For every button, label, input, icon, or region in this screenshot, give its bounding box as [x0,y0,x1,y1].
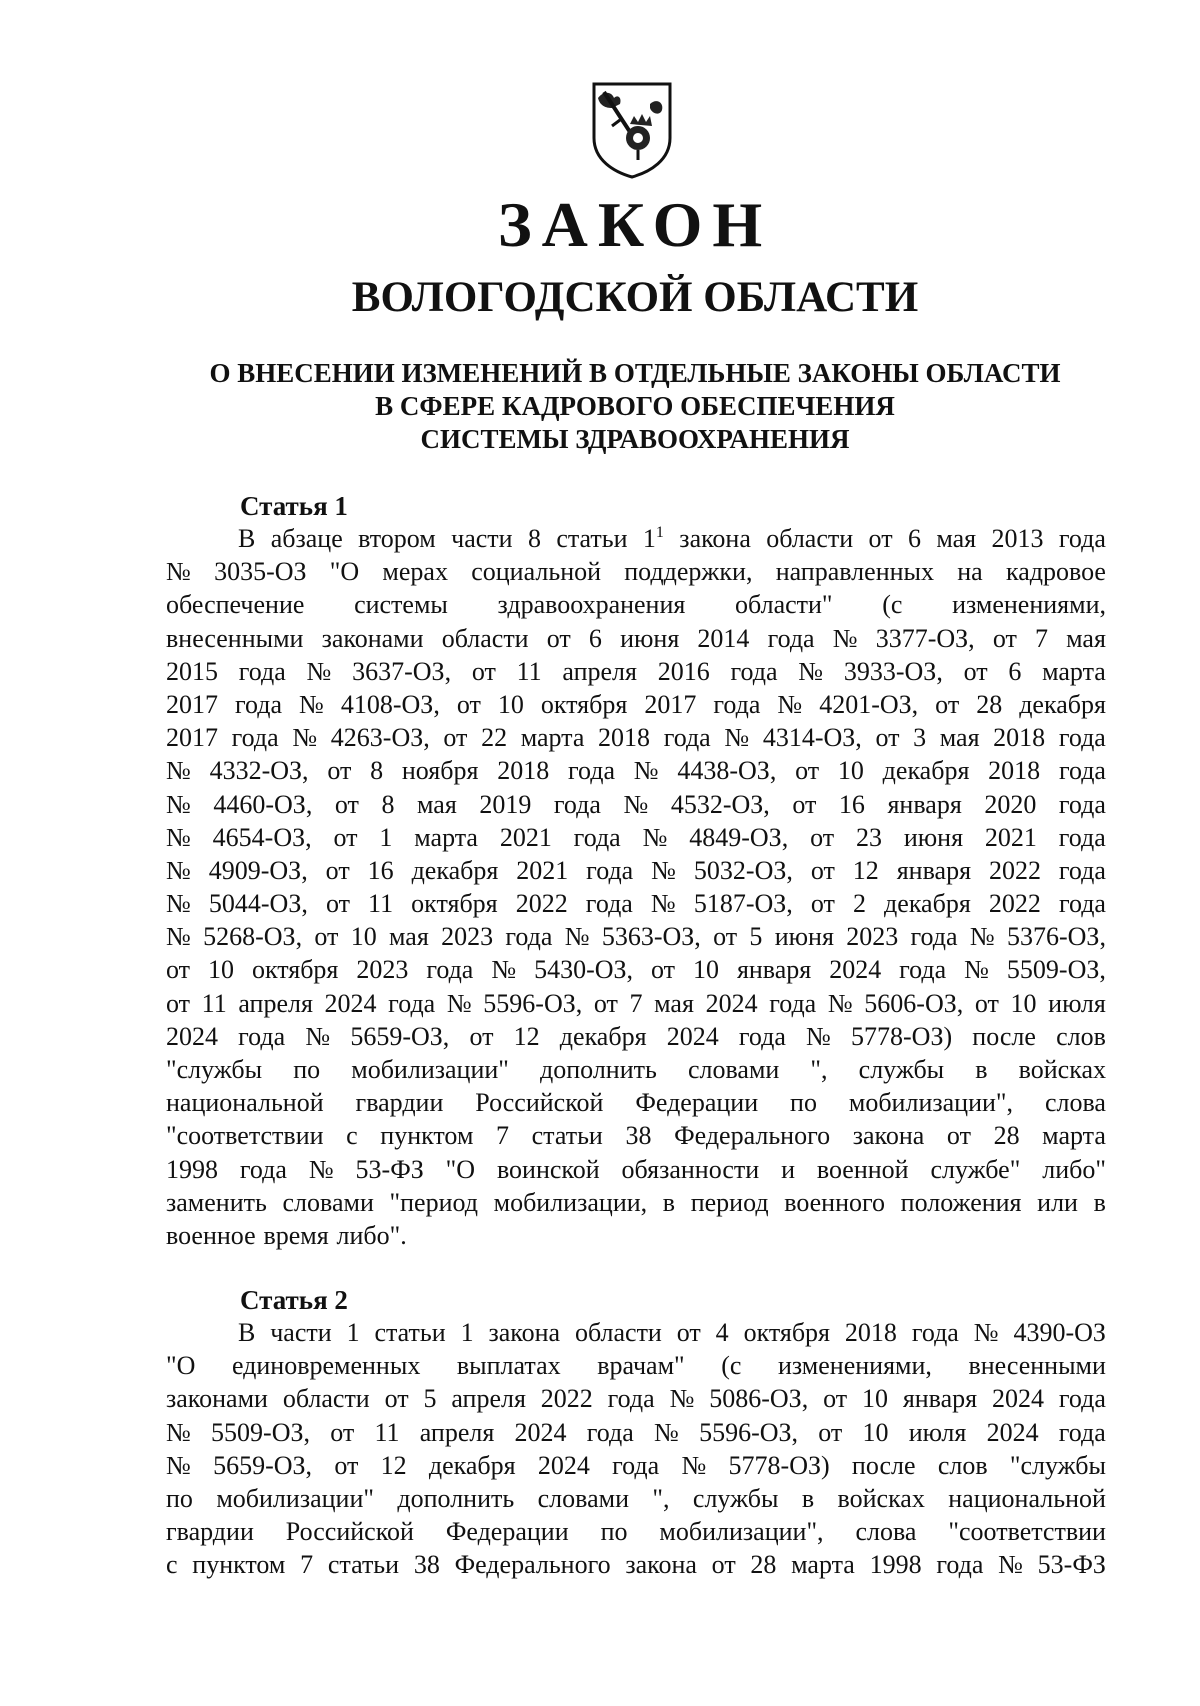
article-1-body [166,522,1106,1252]
document-subtitle: ВОЛОГОДСКОЙ ОБЛАСТИ [351,274,919,321]
article-line: "службы по мобилизации" дополнить словами ", службы в войсках [166,1055,1106,1084]
article-line: 2024 года № 5659-ОЗ, от 12 декабря 2024 года № 5778-ОЗ) после слов [166,1021,1106,1051]
article-line: В части 1 статьи 1 закона области от 4 октября 2018 года № 4390-ОЗ [238,1318,1106,1347]
article-line: № 5659-ОЗ, от 12 декабря 2024 года № 5778-ОЗ) после слов "службы [166,1450,1106,1480]
article-line: национальной гвардии Российской Федерации по мобилизации", слова [166,1088,1106,1118]
article-line: "О единовременных выплатах врачам" (с изменениями, внесенными [166,1351,1106,1381]
article-line: внесенными законами области от 6 июня 2014 года № 3377-ОЗ, от 7 мая [166,623,1106,653]
article-line: 1998 года № 53-ФЗ "О воинской обязанности и военной службе" либо" [166,1154,1106,1184]
article-line: от 11 апреля 2024 года № 5596-ОЗ, от 7 мая 2024 года № 5606-ОЗ, от 10 июля [166,988,1106,1018]
article-line: гвардии Российской Федерации по мобилизации", слова "соответствии [166,1517,1106,1547]
article-line: № 4654-ОЗ, от 1 марта 2021 года № 4849-ОЗ, от 23 июня 2021 года [166,822,1106,852]
article-line: 2017 года № 4108-ОЗ, от 10 октября 2017 года № 4201-ОЗ, от 28 декабря [166,689,1106,719]
article-line: законами области от 5 апреля 2022 года № 5086-ОЗ, от 10 января 2024 года [166,1384,1106,1414]
document-heading [180,357,1090,456]
article-line: военное время либо". [166,1220,407,1250]
article-line: обеспечение системы здравоохранения области" (с изменениями, [166,590,1106,620]
article-1-title: Статья 1 [240,491,348,521]
article-line: заменить словами "период мобилизации, в период военного положения или в [166,1187,1106,1217]
document-title: ЗАКОН [497,189,773,260]
heading-line: В СФЕРЕ КАДРОВОГО ОБЕСПЕЧЕНИЯ [375,391,895,421]
article-line: В абзаце втором части 8 статьи $1^1$ закона области от 6 мая 2013 года [238,524,1106,553]
article-line: № 5268-ОЗ, от 10 мая 2023 года № 5363-ОЗ, от 5 июня 2023 года № 5376-ОЗ, [166,922,1106,952]
article-line: № 4332-ОЗ, от 8 ноября 2018 года № 4438-ОЗ, от 10 декабря 2018 года [166,756,1106,786]
heading-line: О ВНЕСЕНИИ ИЗМЕНЕНИЙ В ОТДЕЛЬНЫЕ ЗАКОНЫ ОБЛАСТИ [209,358,1061,388]
article-2-body [166,1316,1106,1582]
article-line: № 3035-ОЗ "О мерах социальной поддержки, направленных на кадровое [166,557,1106,587]
article-line: от 10 октября 2023 года № 5430-ОЗ, от 10 января 2024 года № 5509-ОЗ, [166,955,1106,985]
article-line: № 4460-ОЗ, от 8 мая 2019 года № 4532-ОЗ, от 16 января 2020 года [166,789,1106,819]
article-line: № 5044-ОЗ, от 11 октября 2022 года № 5187-ОЗ, от 2 декабря 2022 года [166,889,1106,919]
article-line: 2015 года № 3637-ОЗ, от 11 апреля 2016 года № 3933-ОЗ, от 6 марта [166,656,1106,686]
heading-line: СИСТЕМЫ ЗДРАВООХРАНЕНИЯ [420,424,850,454]
article-line: с пунктом 7 статьи 38 Федерального закона от 28 марта 1998 года № 53-ФЗ [166,1550,1106,1580]
article-line: 2017 года № 4263-ОЗ, от 22 марта 2018 года № 4314-ОЗ, от 3 мая 2018 года [166,723,1106,753]
article-line: № 5509-ОЗ, от 11 апреля 2024 года № 5596-ОЗ, от 10 июля 2024 года [166,1417,1106,1447]
coat-of-arms-icon [590,80,674,180]
article-line: № 4909-ОЗ, от 16 декабря 2021 года № 5032-ОЗ, от 12 января 2022 года [166,855,1106,885]
article-line: по мобилизации" дополнить словами ", службы в войсках национальной [166,1483,1106,1513]
article-line: "соответствии с пунктом 7 статьи 38 Федерального закона от 28 марта [166,1121,1106,1151]
article-2-title: Статья 2 [240,1285,348,1315]
